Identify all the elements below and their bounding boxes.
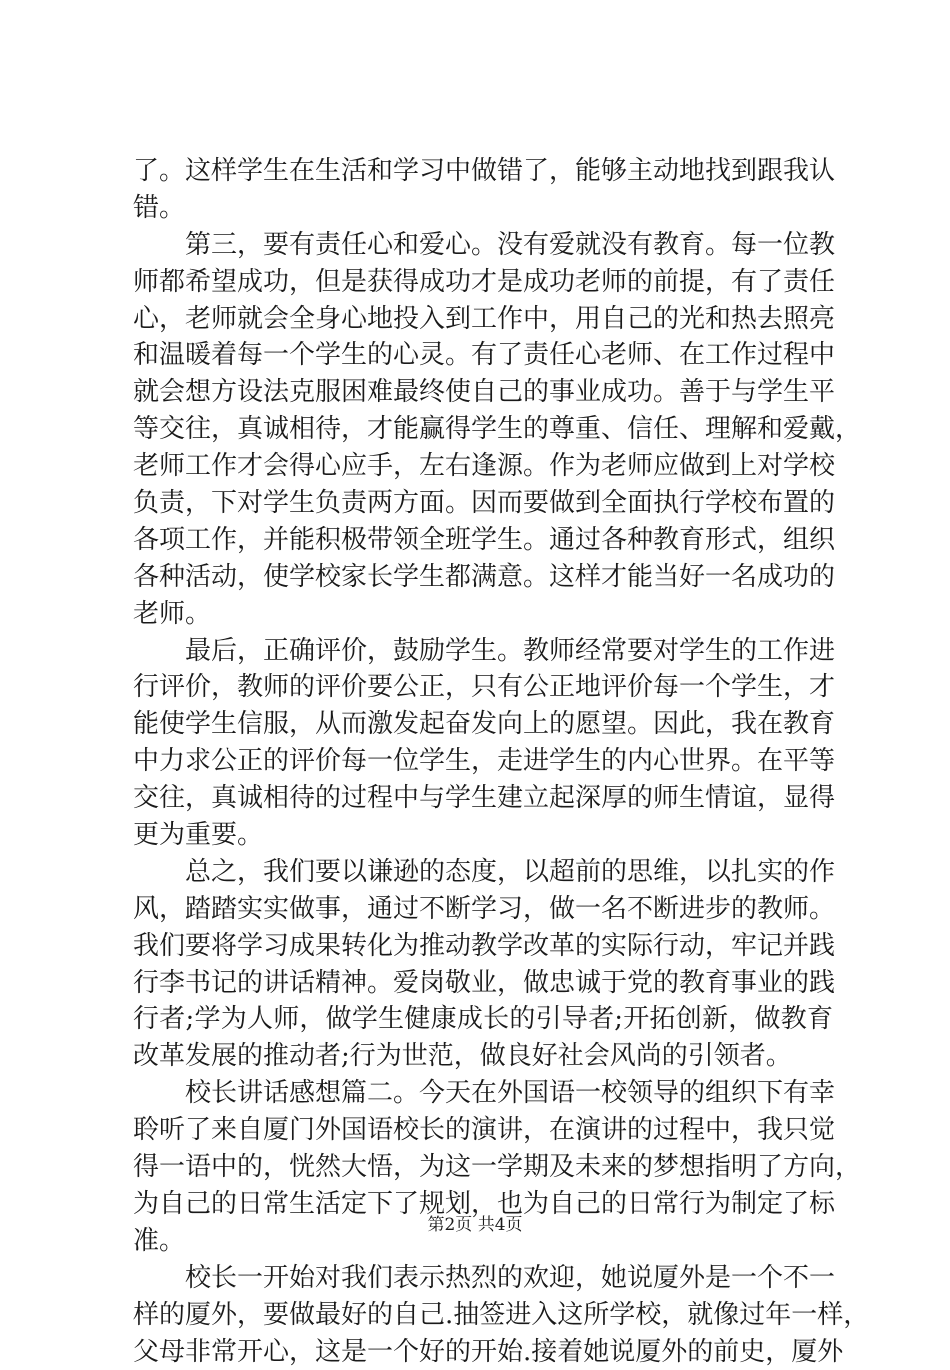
- text-line: 中力求公正的评价每一位学生，走进学生的内心世界。在平等: [133, 743, 833, 780]
- text-line: 和温暖着每一个学生的心灵。有了责任心老师、在工作过程中: [133, 337, 833, 374]
- text-line: 老师。: [133, 596, 833, 633]
- text-line: 第三，要有责任心和爱心。没有爱就没有教育。每一位教: [133, 227, 833, 264]
- text-line: 各种活动，使学校家长学生都满意。这样才能当好一名成功的: [133, 559, 833, 596]
- text-line: 校长一开始对我们表示热烈的欢迎，她说厦外是一个不一: [133, 1260, 833, 1297]
- page-footer: 第2页 共4页: [0, 1213, 950, 1237]
- text-line: 行评价，教师的评价要公正，只有公正地评价每一个学生，才: [133, 669, 833, 706]
- text-line: 就会想方设法克服困难最终使自己的事业成功。善于与学生平: [133, 374, 833, 411]
- text-line: 为自己的日常生活定下了规划，也为自己的日常行为制定了标: [133, 1186, 833, 1223]
- text-line: 行李书记的讲话精神。爱岗敬业，做忠诚于党的教育事业的践: [133, 965, 833, 1002]
- text-line: 改革发展的推动者;行为世范，做良好社会风尚的引领者。: [133, 1038, 833, 1075]
- text-line: 等交往，真诚相待，才能赢得学生的尊重、信任、理解和爱戴，: [133, 411, 833, 448]
- text-line: 聆听了来自厦门外国语校长的演讲，在演讲的过程中，我只觉: [133, 1112, 833, 1149]
- text-line: 交往，真诚相待的过程中与学生建立起深厚的师生情谊，显得: [133, 780, 833, 817]
- document-body: [133, 153, 833, 1370]
- text-line: 总之，我们要以谦逊的态度，以超前的思维，以扎实的作: [133, 854, 833, 891]
- text-line: 准。: [133, 1223, 833, 1260]
- text-line: 父母非常开心，这是一个好的开始.接着她说厦外的前史，厦外: [133, 1334, 833, 1370]
- text-line: 风，踏踏实实做事，通过不断学习，做一名不断进步的教师。: [133, 891, 833, 928]
- text-line: 样的厦外，要做最好的自己.抽签进入这所学校，就像过年一样，: [133, 1297, 833, 1334]
- text-line: 我们要将学习成果转化为推动教学改革的实际行动，牢记并践: [133, 928, 833, 965]
- text-line: 负责，下对学生负责两方面。因而要做到全面执行学校布置的: [133, 485, 833, 522]
- text-line: 最后，正确评价，鼓励学生。教师经常要对学生的工作进: [133, 633, 833, 670]
- text-line: 老师工作才会得心应手，左右逢源。作为老师应做到上对学校: [133, 448, 833, 485]
- text-line: 了。这样学生在生活和学习中做错了，能够主动地找到跟我认: [133, 153, 833, 190]
- text-line: 校长讲话感想篇二。今天在外国语一校领导的组织下有幸: [133, 1075, 833, 1112]
- text-line: 师都希望成功，但是获得成功才是成功老师的前提，有了责任: [133, 264, 833, 301]
- text-line: 心，老师就会全身心地投入到工作中，用自己的光和热去照亮: [133, 301, 833, 338]
- text-line: 各项工作，并能积极带领全班学生。通过各种教育形式，组织: [133, 522, 833, 559]
- text-line: 行者;学为人师，做学生健康成长的引导者;开拓创新，做教育: [133, 1001, 833, 1038]
- text-line: 得一语中的，恍然大悟，为这一学期及未来的梦想指明了方向，: [133, 1149, 833, 1186]
- text-line: 错。: [133, 190, 833, 227]
- text-line: 更为重要。: [133, 817, 833, 854]
- text-line: 能使学生信服，从而激发起奋发向上的愿望。因此，我在教育: [133, 706, 833, 743]
